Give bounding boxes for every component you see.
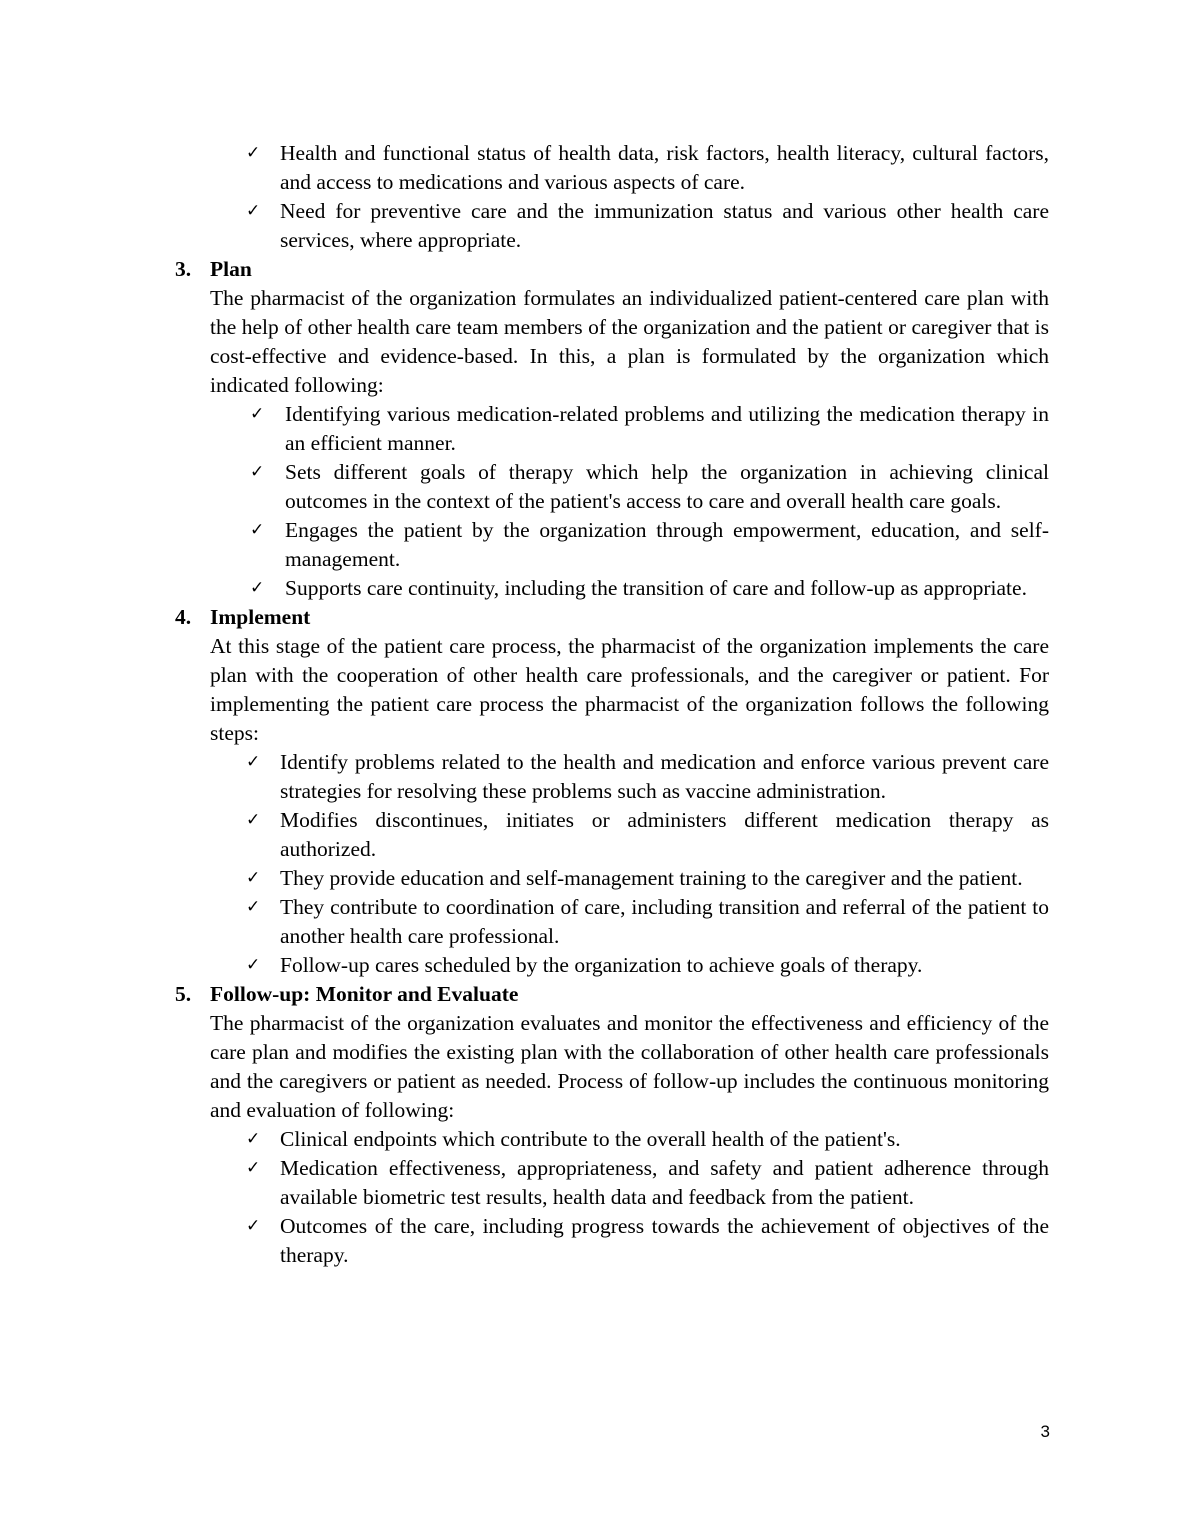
bullet-text: Follow-up cares scheduled by the organization to achieve goals of therapy. [280,953,923,977]
list-item [0,1125,1190,1154]
bullet-text: Identifying various medication-related problems and utilizing the medication therapy in an efficient manner. [285,402,1049,455]
list-item [0,748,1190,806]
list-item [0,1154,1190,1212]
list-item [0,806,1190,864]
checkmark-icon: ✓ [250,578,265,598]
list-item [0,458,1190,516]
list-item [0,574,1190,603]
section-title: Plan [210,257,252,281]
checkmark-icon: ✓ [250,520,265,540]
list-item [0,516,1190,574]
list-item [0,893,1190,951]
list-item [0,1212,1190,1270]
section-paragraph: The pharmacist of the organization formulates an individualized patient-centered care plan with the help of other health care team members of the organization and the patient or caregiver that is cost-effective and evidence-based. In this, a plan is formulated by the organization which indicated following: [210,286,1049,397]
page-content [0,139,1190,1270]
checkmark-icon: ✓ [246,1216,261,1236]
section-number: 5. [175,982,192,1006]
checkmark-icon: ✓ [246,810,261,830]
section-heading-follow-up [0,980,1190,1009]
section-paragraph: At this stage of the patient care process, the pharmacist of the organization implements the care plan with the cooperation of other health care professionals, and the caregiver or patient. For implementing the patient care process the pharmacist of the organization follows the following steps: [210,634,1049,745]
list-item [0,197,1190,255]
checkmark-icon: ✓ [246,201,261,221]
bullet-text: Supports care continuity, including the transition of care and follow-up as appropriate. [285,576,1027,600]
bullet-text: They provide education and self-management training to the caregiver and the patient. [280,866,1023,890]
list-item [0,400,1190,458]
section-number: 4. [175,605,192,629]
bullet-text: Health and functional status of health data, risk factors, health literacy, cultural factors, and access to medications and various aspects of care. [280,141,1049,194]
list-item [0,951,1190,980]
bullet-text: Sets different goals of therapy which help the organization in achieving clinical outcomes in the context of the patient's access to care and overall health care goals. [285,460,1049,513]
bullet-text: Outcomes of the care, including progress towards the achievement of objectives of the therapy. [280,1214,1049,1267]
section-title: Implement [210,605,311,629]
list-item [0,139,1190,197]
bullet-text: Need for preventive care and the immunization status and various other health care services, where appropriate. [280,199,1049,252]
checkmark-icon: ✓ [250,462,265,482]
list-item [0,864,1190,893]
checkmark-icon: ✓ [250,404,265,424]
bullet-text: Modifies discontinues, initiates or administers different medication therapy as authorized. [280,808,1049,861]
bullet-text: Identify problems related to the health and medication and enforce various prevent care strategies for resolving these problems such as vaccine administration. [280,750,1049,803]
page-number: 3 [1040,1422,1050,1441]
section-title: Follow-up: Monitor and Evaluate [210,982,519,1006]
checkmark-icon: ✓ [246,1158,261,1178]
section-heading-plan [0,255,1190,284]
section-paragraph: The pharmacist of the organization evaluates and monitor the effectiveness and efficiency of the care plan and modifies the existing plan with the collaboration of other health care professionals and the caregivers or patient as needed. Process of follow-up includes the continuous monitoring and evaluation of following: [210,1011,1049,1122]
section-number: 3. [175,257,192,281]
section-heading-implement [0,603,1190,632]
bullet-text: Medication effectiveness, appropriateness, and safety and patient adherence through available biometric test results, health data and feedback from the patient. [280,1156,1049,1209]
checkmark-icon: ✓ [246,1129,261,1149]
checkmark-icon: ✓ [246,868,261,888]
checkmark-icon: ✓ [246,752,261,772]
bullet-text: Clinical endpoints which contribute to the overall health of the patient's. [280,1127,901,1151]
checkmark-icon: ✓ [246,955,261,975]
bullet-text: Engages the patient by the organization through empowerment, education, and self-management. [285,518,1049,571]
bullet-text: They contribute to coordination of care, including transition and referral of the patient to another health care professional. [280,895,1049,948]
checkmark-icon: ✓ [246,143,261,163]
checkmark-icon: ✓ [246,897,261,917]
